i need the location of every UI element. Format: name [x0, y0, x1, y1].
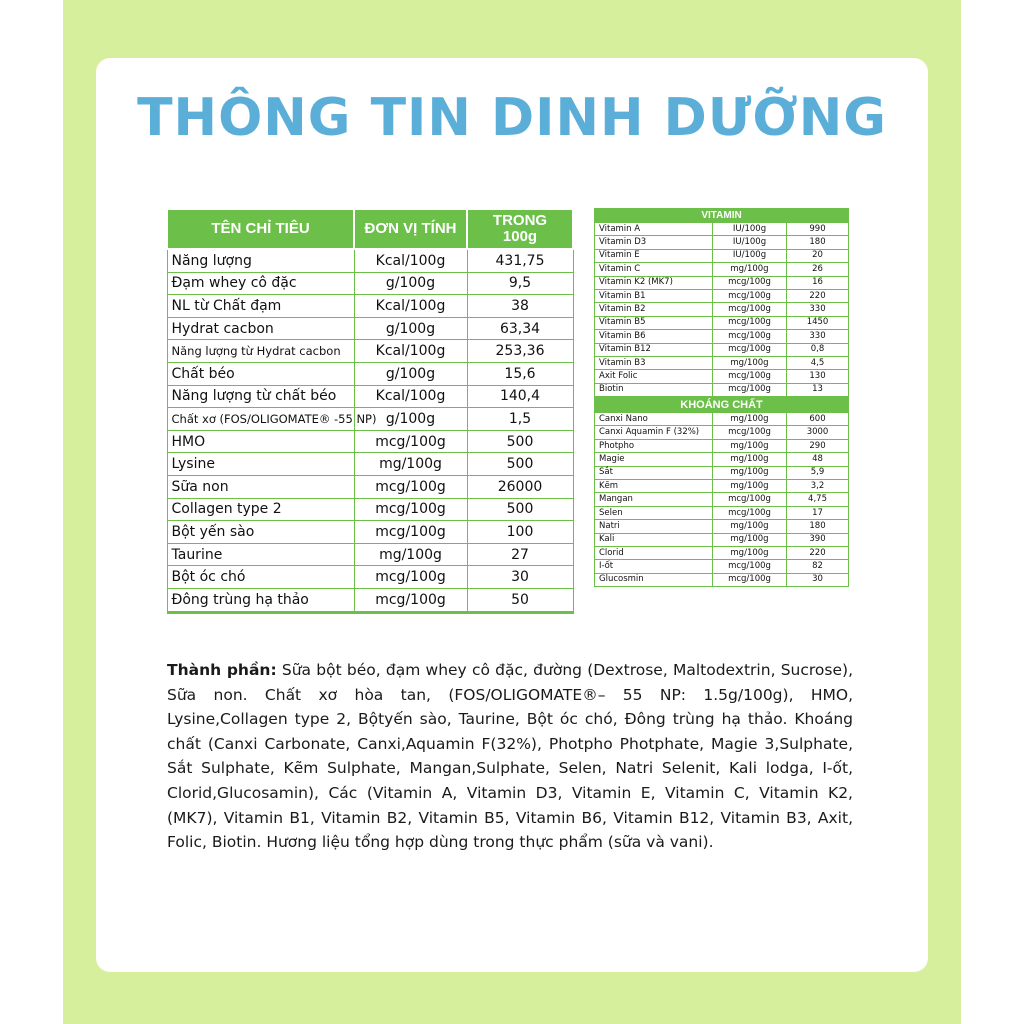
vitamin-row — [595, 236, 849, 249]
nutrient-name: Taurine — [167, 543, 354, 566]
nutrition-row — [167, 362, 573, 385]
mineral-value: 4,75 — [787, 493, 849, 506]
vitamin-name: Vitamin B12 — [595, 343, 713, 356]
nutrient-unit: Kcal/100g — [354, 249, 467, 272]
vitamin-unit: mcg/100g — [713, 276, 787, 289]
vitamin-name: Vitamin B6 — [595, 330, 713, 343]
nutrient-name: NL từ Chất đạm — [167, 295, 354, 318]
nutrient-unit: mcg/100g — [354, 566, 467, 589]
mineral-unit: mg/100g — [713, 480, 787, 493]
nutrient-value: 50 — [467, 588, 573, 612]
vitamin-row — [595, 289, 849, 302]
nutrition-row — [167, 430, 573, 453]
nutrient-unit: mcg/100g — [354, 521, 467, 544]
vitamin-unit: mcg/100g — [713, 316, 787, 329]
vitamin-unit: mcg/100g — [713, 330, 787, 343]
vitamin-unit: IU/100g — [713, 249, 787, 262]
mineral-value: 600 — [787, 413, 849, 426]
vitamin-name: Vitamin A — [595, 223, 713, 236]
nutrient-value: 1,5 — [467, 408, 573, 431]
nutrient-value: 140,4 — [467, 385, 573, 408]
nutrient-unit: mg/100g — [354, 543, 467, 566]
mineral-name: Natri — [595, 520, 713, 533]
mineral-row — [595, 546, 849, 559]
vitamin-value: 990 — [787, 223, 849, 236]
vitamin-row — [595, 356, 849, 369]
vitamin-row — [595, 370, 849, 383]
vitamin-name: Vitamin C — [595, 263, 713, 276]
vitamin-unit: IU/100g — [713, 236, 787, 249]
mineral-name: Kẽm — [595, 480, 713, 493]
nutrient-unit: g/100g — [354, 317, 467, 340]
mineral-row — [595, 493, 849, 506]
mineral-header: KHOÁNG CHẤT — [595, 397, 849, 413]
mineral-row — [595, 506, 849, 519]
mineral-value: 5,9 — [787, 466, 849, 479]
mineral-unit: mg/100g — [713, 520, 787, 533]
mineral-name: Photpho — [595, 439, 713, 452]
mineral-row — [595, 480, 849, 493]
mineral-value: 220 — [787, 546, 849, 559]
nutrient-name: Chất béo — [167, 362, 354, 385]
nutrient-value: 30 — [467, 566, 573, 589]
mineral-name: Kali — [595, 533, 713, 546]
mineral-row — [595, 520, 849, 533]
nutrient-name: Năng lượng — [167, 249, 354, 272]
mineral-row — [595, 560, 849, 573]
mineral-name: Selen — [595, 506, 713, 519]
vitamin-row — [595, 316, 849, 329]
mineral-row — [595, 439, 849, 452]
nutrition-row — [167, 588, 573, 612]
nutrient-value: 38 — [467, 295, 573, 318]
vitamin-value: 130 — [787, 370, 849, 383]
nutrient-value: 15,6 — [467, 362, 573, 385]
nutrient-value: 100 — [467, 521, 573, 544]
header-per-100g-label: TRONG 100g — [492, 212, 548, 245]
vitamin-value: 13 — [787, 383, 849, 396]
header-name: TÊN CHỈ TIÊU — [167, 209, 354, 249]
vitamin-value: 26 — [787, 263, 849, 276]
vitamin-unit: mcg/100g — [713, 383, 787, 396]
nutrient-unit: g/100g — [354, 362, 467, 385]
nutrient-name: Collagen type 2 — [167, 498, 354, 521]
vitamin-value: 330 — [787, 330, 849, 343]
vitamin-unit: mcg/100g — [713, 370, 787, 383]
nutrition-row — [167, 249, 573, 272]
nutrient-value: 27 — [467, 543, 573, 566]
nutrition-row — [167, 295, 573, 318]
vitamin-name: Vitamin B1 — [595, 289, 713, 302]
mineral-value: 30 — [787, 573, 849, 586]
vitamin-row — [595, 303, 849, 316]
vitamin-name: Axit Folic — [595, 370, 713, 383]
vitamin-row — [595, 383, 849, 396]
nutrient-value: 26000 — [467, 475, 573, 498]
mineral-row — [595, 533, 849, 546]
vitamin-row — [595, 276, 849, 289]
vitamin-name: Vitamin E — [595, 249, 713, 262]
nutrient-unit: g/100g — [354, 272, 467, 295]
mineral-name: Mangan — [595, 493, 713, 506]
vitamin-value: 220 — [787, 289, 849, 302]
mineral-name: Glucosmin — [595, 573, 713, 586]
vitamin-value: 4,5 — [787, 356, 849, 369]
nutrient-name: Đạm whey cô đặc — [167, 272, 354, 295]
vitamin-row — [595, 343, 849, 356]
nutrition-row — [167, 272, 573, 295]
vitamin-mineral-table — [594, 208, 849, 587]
vitamin-row — [595, 249, 849, 262]
vitamin-value: 0,8 — [787, 343, 849, 356]
vitamin-unit: IU/100g — [713, 223, 787, 236]
nutrient-value: 9,5 — [467, 272, 573, 295]
nutrition-row — [167, 408, 573, 431]
mineral-unit: mcg/100g — [713, 426, 787, 439]
mineral-unit: mg/100g — [713, 533, 787, 546]
vitamin-name: Biotin — [595, 383, 713, 396]
nutrition-row — [167, 453, 573, 476]
vitamin-unit: mg/100g — [713, 356, 787, 369]
nutrition-row — [167, 543, 573, 566]
nutrition-row — [167, 566, 573, 589]
nutrient-value: 500 — [467, 430, 573, 453]
vitamin-name: Vitamin B5 — [595, 316, 713, 329]
mineral-row — [595, 466, 849, 479]
nutrition-row — [167, 317, 573, 340]
vitamin-name: Vitamin B2 — [595, 303, 713, 316]
nutrient-unit: Kcal/100g — [354, 340, 467, 363]
mineral-name: I-ốt — [595, 560, 713, 573]
nutrition-row — [167, 340, 573, 363]
nutrient-unit: mcg/100g — [354, 588, 467, 612]
mineral-row — [595, 453, 849, 466]
mineral-value: 3,2 — [787, 480, 849, 493]
mineral-name: Clorid — [595, 546, 713, 559]
vitamin-unit: mcg/100g — [713, 303, 787, 316]
mineral-row — [595, 573, 849, 586]
nutrient-value: 431,75 — [467, 249, 573, 272]
vitamin-row — [595, 330, 849, 343]
ingredients-text: Sữa bột béo, đạm whey cô đặc, đường (Dextrose, Maltodextrin, Sucrose), Sữa non. Chất xơ hòa tan, (FOS/OLIGOMATE®– 55 NP: 1.5g/100g), HMO, Lysine,Collagen type 2, Bộtyến sào, Taurine, Bột óc chó, Đông trùng hạ thảo. Khoáng chất (Canxi Carbonate, Canxi,Aquamin F(32%), Photpho Photphate, Magie 3,Sulphate, Sắt Sulphate, Kẽm Sulphate, Mangan,Sulphate, Selen, Natri Selenit, Kali lodga, I-ốt, Clorid,Glucosamin), Các (Vitamin A, Vitamin D3, Vitamin E, Vitamin C, Vitamin K2, (MK7), Vitamin B1, Vitamin B2, Vitamin B5, Vitamin B6, Vitamin B12, Vitamin B3, Axit, Folic, Biotin. Hương liệu tổng hợp dùng trong thực phẩm (sữa và vani). — [167, 661, 853, 852]
mineral-value: 290 — [787, 439, 849, 452]
nutrient-value: 500 — [467, 453, 573, 476]
nutrition-row — [167, 521, 573, 544]
vitamin-name: Vitamin B3 — [595, 356, 713, 369]
mineral-value: 390 — [787, 533, 849, 546]
nutrient-name: HMO — [167, 430, 354, 453]
header-per-100g — [467, 209, 573, 249]
vitamin-value: 1450 — [787, 316, 849, 329]
mineral-row — [595, 426, 849, 439]
nutrition-table — [166, 208, 574, 614]
nutrient-unit: mcg/100g — [354, 475, 467, 498]
ingredients-label: Thành phần: — [167, 661, 277, 679]
nutrient-name: Bột yến sào — [167, 521, 354, 544]
mineral-unit: mg/100g — [713, 439, 787, 452]
nutrition-row — [167, 385, 573, 408]
nutrient-name: Hydrat cacbon — [167, 317, 354, 340]
mineral-unit: mg/100g — [713, 453, 787, 466]
mineral-unit: mcg/100g — [713, 573, 787, 586]
vitamin-unit: mcg/100g — [713, 289, 787, 302]
mineral-value: 3000 — [787, 426, 849, 439]
nutrient-name: Năng lượng từ Hydrat cacbon — [167, 340, 354, 363]
mineral-unit: mcg/100g — [713, 493, 787, 506]
nutrient-name: Sữa non — [167, 475, 354, 498]
vitamin-row — [595, 223, 849, 236]
ingredients-paragraph — [167, 658, 853, 855]
mineral-row — [595, 413, 849, 426]
vitamin-value: 330 — [787, 303, 849, 316]
mineral-value: 82 — [787, 560, 849, 573]
mineral-unit: mcg/100g — [713, 506, 787, 519]
vitamin-name: Vitamin D3 — [595, 236, 713, 249]
mineral-name: Canxi Nano — [595, 413, 713, 426]
nutrient-value: 253,36 — [467, 340, 573, 363]
mineral-unit: mg/100g — [713, 413, 787, 426]
mineral-name: Magie — [595, 453, 713, 466]
nutrient-unit: g/100g — [354, 408, 467, 431]
nutrient-name: Lysine — [167, 453, 354, 476]
nutrient-name: Bột óc chó — [167, 566, 354, 589]
nutrient-name: Đông trùng hạ thảo — [167, 588, 354, 612]
mineral-value: 180 — [787, 520, 849, 533]
header-unit: ĐƠN VỊ TÍNH — [354, 209, 467, 249]
vitamin-row — [595, 263, 849, 276]
vitamin-value: 16 — [787, 276, 849, 289]
mineral-value: 48 — [787, 453, 849, 466]
nutrient-value: 63,34 — [467, 317, 573, 340]
vitamin-value: 180 — [787, 236, 849, 249]
nutrient-name: Chất xơ (FOS/OLIGOMATE® -55 NP) — [167, 408, 354, 431]
vitamin-unit: mcg/100g — [713, 343, 787, 356]
nutrient-name: Năng lượng từ chất béo — [167, 385, 354, 408]
mineral-value: 17 — [787, 506, 849, 519]
vitamin-header: VITAMIN — [595, 209, 849, 223]
nutrient-unit: Kcal/100g — [354, 295, 467, 318]
vitamin-name: Vitamin K2 (MK7) — [595, 276, 713, 289]
mineral-unit: mg/100g — [713, 546, 787, 559]
mineral-unit: mg/100g — [713, 466, 787, 479]
nutrient-unit: Kcal/100g — [354, 385, 467, 408]
nutrient-unit: mg/100g — [354, 453, 467, 476]
vitamin-value: 20 — [787, 249, 849, 262]
vitamin-unit: mg/100g — [713, 263, 787, 276]
nutrition-row — [167, 475, 573, 498]
nutrition-row — [167, 498, 573, 521]
nutrient-unit: mcg/100g — [354, 498, 467, 521]
nutrient-unit: mcg/100g — [354, 430, 467, 453]
mineral-name: Canxi Aquamin F (32%) — [595, 426, 713, 439]
nutrient-value: 500 — [467, 498, 573, 521]
mineral-unit: mcg/100g — [713, 560, 787, 573]
mineral-name: Sắt — [595, 466, 713, 479]
page-title: THÔNG TIN DINH DƯỠNG — [137, 88, 887, 148]
